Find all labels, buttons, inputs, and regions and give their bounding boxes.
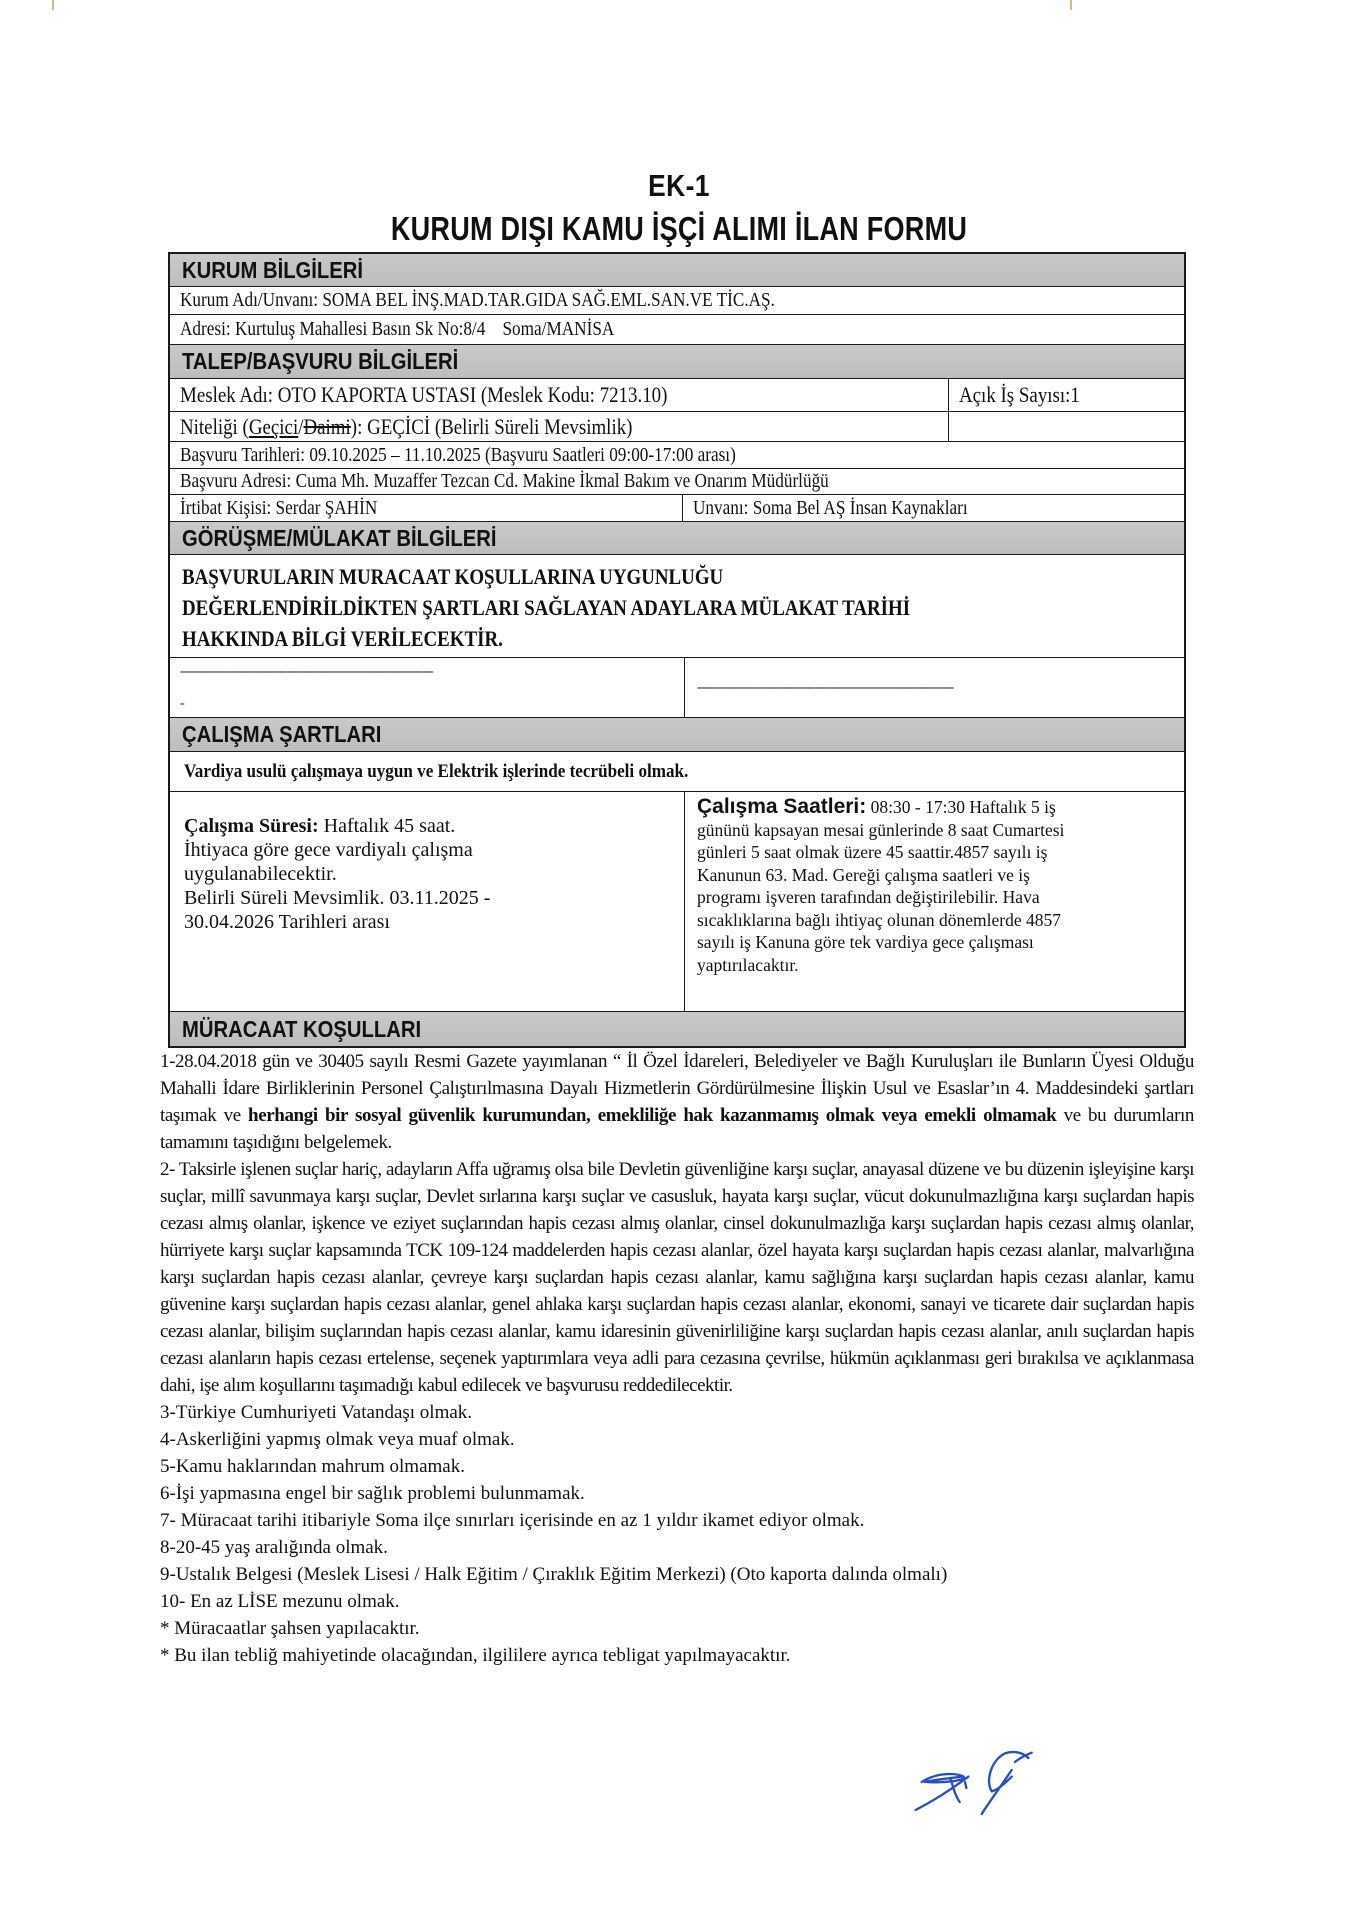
occupation-value: OTO KAPORTA USTASI (Meslek Kodu: 7213.10) xyxy=(277,382,668,407)
working-hours-line: Kanunun 63. Mad. Gereği çalışma saatleri ve iş xyxy=(697,864,1030,885)
institution-name-row xyxy=(170,287,1184,315)
condition-item: 3-Türkiye Cumhuriyeti Vatandaşı olmak. xyxy=(160,1402,473,1423)
nature-value: GEÇİCİ (Belirli Süreli Mevsimlik) xyxy=(367,413,633,439)
working-hours-line: programı işveren tarafından değiştirilebilir. Hava xyxy=(697,887,1040,907)
interview-notice xyxy=(170,555,1184,658)
section-header-interview xyxy=(170,522,1184,555)
working-hours-value: 08:30 - 17:30 Haftalık 5 iş xyxy=(870,797,1056,817)
nature-cell xyxy=(170,412,948,441)
application-dates-label: Başvuru Tarihleri: xyxy=(180,443,306,466)
placeholder-dash-tail: - xyxy=(180,696,184,711)
working-hours-cell xyxy=(684,792,1184,1011)
section-title: MÜRACAAT KOŞULLARI xyxy=(182,1015,422,1042)
working-hours-line: yaptırılacaktır. xyxy=(697,954,799,975)
occupation-row xyxy=(170,379,1184,412)
application-address-value: Cuma Mh. Muzaffer Tezcan Cd. Makine İkmal Bakım ve Onarım Müdürlüğü xyxy=(295,470,829,492)
application-dates-row xyxy=(170,442,1184,469)
nature-prefix: Niteliği ( xyxy=(180,413,249,439)
contact-title-cell xyxy=(682,495,1184,521)
occupation-label: Meslek Adı: xyxy=(180,382,274,407)
application-address-row xyxy=(170,469,1184,495)
condition-item: 4-Askerliğini yapmış olmak veya muaf olmak. xyxy=(160,1429,515,1450)
application-dates-value: 09.10.2025 – 11.10.2025 (Başvuru Saatleri 09:00-17:00 arası) xyxy=(309,443,736,466)
nature-empty-cell xyxy=(948,412,1184,441)
condition-item-1 xyxy=(160,1048,1194,1156)
condition-item-2: 2- Taksirle işlenen suçlar hariç, adayların Affa uğramış olsa bile Devletin güvenliğine karşı suçlar, anayasal düzene ve bu düzenin işleyişine karşı suçlar, millî savunmaya karşı suçlar, Devlet sırlarına karşı suçlar ve casusluk, hayata karşı suçlar, vücut dokunulmazlığına karşı suçlardan hapis cezası almış olanlar, işkence ve eziyet suçlarından hapis cezası almış olanlar, cinsel dokunulmazlığa karşı suçlardan hapis cezası almış olanlar, hürriyete karşı suçlar kapsamında TCK 109-124 maddelerden hapis cezası alanlar, özel hayata karşı suçlardan hapis cezası alanlar, malvarlığına karşı suçlardan hapis cezası alanlar, çevreye karşı suçlardan hapis cezası alanlar, kamu sağlığına karşı suçlardan hapis cezası alanlar, kamu güvenine karşı suçlardan hapis cezası alanlar, genel ahlaka karşı suçlardan hapis cezası alanlar, ekonomi, sanayi ve ticarete dair suçlardan hapis cezası alanlar, bilişim suçlarından hapis cezası alanlar, kamu idaresinin güvenirliliğine karşı suçlardan hapis cezası alanlar, anılı suçlardan hapis cezası alanların hapis cezası ertelense, seçenek yaptırımlara veya adli para cezasına çevrilse, hükmün açıklanması geri bırakılsa ve açıklanmasa dahi, işe alım koşullarını taşımadığı kabul edilecek ve başvurusu reddedilecektir. xyxy=(160,1159,1194,1396)
condition-item: 9-Ustalık Belgesi (Meslek Lisesi / Halk Eğitim / Çıraklık Eğitim Merkezi) (Oto kaporta dalında olmalı) xyxy=(160,1564,948,1585)
contact-person-value: Serdar ŞAHİN xyxy=(275,496,378,519)
condition-item: 5-Kamu haklarından mahrum olmamak. xyxy=(160,1456,465,1477)
nature-row xyxy=(170,412,1184,442)
nature-suffix: ): xyxy=(350,413,363,439)
working-duration-line: Belirli Süreli Mevsimlik. 03.11.2025 - xyxy=(184,887,491,909)
nature-option-permanent: Daimi xyxy=(303,413,351,439)
placeholder-dashes: --------------------------------------------------------------------- xyxy=(180,664,433,679)
contact-title-label: Unvanı: xyxy=(693,496,749,519)
occupation-cell xyxy=(170,379,948,411)
working-details-row xyxy=(170,792,1184,1012)
condition-item: 8-20-45 yaş aralığında olmak. xyxy=(160,1537,388,1558)
working-duration-line: İhtiyaca göre gece vardiyalı çalışma xyxy=(184,839,473,861)
working-duration-value: Haftalık 45 saat. xyxy=(323,815,456,837)
institution-address-value: Kurtuluş Mahallesi Basın Sk No:8/4 Soma/MANİSA xyxy=(234,318,615,340)
interview-notice-line: DEĞERLENDİRİLDİKTEN ŞARTLARI SAĞLAYAN ADAYLARA MÜLAKAT TARİHİ xyxy=(182,595,911,620)
working-duration-line: uygulanabilecektir. xyxy=(184,863,337,885)
section-title: GÖRÜŞME/MÜLAKAT BİLGİLERİ xyxy=(182,524,497,551)
condition-note: * Müracaatlar şahsen yapılacaktır. xyxy=(160,1618,420,1639)
condition-item: 10- En az LİSE mezunu olmak. xyxy=(160,1591,400,1612)
contact-person-label: İrtibat Kişisi: xyxy=(180,496,272,519)
section-header-working-conditions xyxy=(170,718,1184,752)
interview-placeholder-right xyxy=(684,658,1184,717)
condition-text: ve bu durumların tamamını taşıdığını belgelemek. xyxy=(160,1105,1194,1153)
institution-name-value: SOMA BEL İNŞ.MAD.TAR.GIDA SAĞ.EML.SAN.VE TİC.AŞ. xyxy=(322,289,775,311)
working-hours-line: günleri 5 saat olmak üzere 45 saattir.4857 sayılı iş xyxy=(697,842,1048,862)
institution-address-label: Adresi: xyxy=(180,318,231,340)
announcement-form-table xyxy=(168,252,1186,1048)
section-header-application xyxy=(170,345,1184,379)
section-title: KURUM BİLGİLERİ xyxy=(182,256,364,283)
interview-placeholder-row xyxy=(170,658,1184,718)
placeholder-dashes: ---------------------------------------------------------------------- xyxy=(697,680,954,695)
document-title: KURUM DIŞI KAMU İŞÇİ ALIMI İLAN FORMU xyxy=(390,210,968,247)
working-duration-label: Çalışma Süresi: xyxy=(184,815,319,837)
working-hours-line: gününü kapsayan mesai günlerinde 8 saat Cumartesi xyxy=(697,819,1065,840)
working-requirement: Vardiya usulü çalışmaya uygun ve Elektrik işlerinde tecrübeli olmak. xyxy=(184,760,689,782)
condition-note: * Bu ilan tebliğ mahiyetinde olacağından, ilgililere ayrıca tebligat yapılmayacaktır. xyxy=(160,1645,791,1666)
annex-label: EK-1 xyxy=(648,168,710,203)
scan-artifact-left xyxy=(52,0,54,10)
contact-title-value: Soma Bel AŞ İnsan Kaynakları xyxy=(752,496,968,519)
application-address-label: Başvuru Adresi: xyxy=(180,470,292,492)
section-title: ÇALIŞMA ŞARTLARI xyxy=(182,721,382,747)
application-conditions-list xyxy=(160,1048,1194,1669)
working-hours-line: sayılı iş Kanuna göre tek vardiya gece çalışması xyxy=(697,932,1034,952)
scan-artifact-right xyxy=(1070,0,1072,10)
handwritten-signature-icon xyxy=(905,1730,1105,1850)
interview-notice-line: HAKKINDA BİLGİ VERİLECEKTİR. xyxy=(182,626,503,651)
institution-name-label: Kurum Adı/Unvanı: xyxy=(180,289,319,311)
open-positions-label: Açık İş Sayısı: xyxy=(959,382,1071,407)
section-title: TALEP/BAŞVURU BİLGİLERİ xyxy=(182,348,459,374)
institution-address-row xyxy=(170,315,1184,345)
nature-option-temporary: Geçici xyxy=(248,413,299,439)
open-positions-cell xyxy=(948,379,1184,411)
nature-separator: / xyxy=(298,413,304,439)
condition-text: 1-28.04.2018 gün ve 30405 sayılı Resmi Gazete yayımlanan “ İl Özel İdareleri, Belediyeler ve Bağlı Kuruluşları ile Bunların Üyesi Olduğu Mahalli İdare Birliklerinin Personel Çalıştırılmasına Dayalı Hizmetlerin Gördürülmesine İlişkin Usul ve Esaslar’ın 4. Maddesindeki şartları taşımak ve xyxy=(160,1051,1194,1126)
open-positions-value: 1 xyxy=(1070,382,1080,407)
condition-item: 7- Müracaat tarihi itibariyle Soma ilçe sınırları içerisinde en az 1 yıldır ikamet ediyor olmak. xyxy=(160,1510,865,1531)
working-duration-line: 30.04.2026 Tarihleri arası xyxy=(184,911,390,933)
section-header-institution xyxy=(170,254,1184,287)
working-hours-label: Çalışma Saatleri: xyxy=(697,795,867,818)
working-hours-line: sıcaklıklarına bağlı ihtiyaç olunan dönemlerde 4857 xyxy=(697,909,1061,930)
section-header-application-conditions xyxy=(170,1012,1184,1046)
interview-notice-line: BAŞVURULARIN MURACAAT KOŞULLARINA UYGUNLUĞU xyxy=(182,564,724,589)
contact-person-cell xyxy=(170,495,682,521)
condition-item: 6-İşi yapmasına engel bir sağlık problemi bulunmamak. xyxy=(160,1483,585,1504)
interview-placeholder-left xyxy=(170,658,684,717)
contact-row xyxy=(170,495,1184,522)
working-requirement-row xyxy=(170,752,1184,792)
working-duration-cell xyxy=(170,792,684,1011)
condition-emphasis: herhangi bir sosyal güvenlik kurumundan, emekliliğe hak kazanmamış olmak veya emekli olmamak xyxy=(248,1105,1057,1126)
